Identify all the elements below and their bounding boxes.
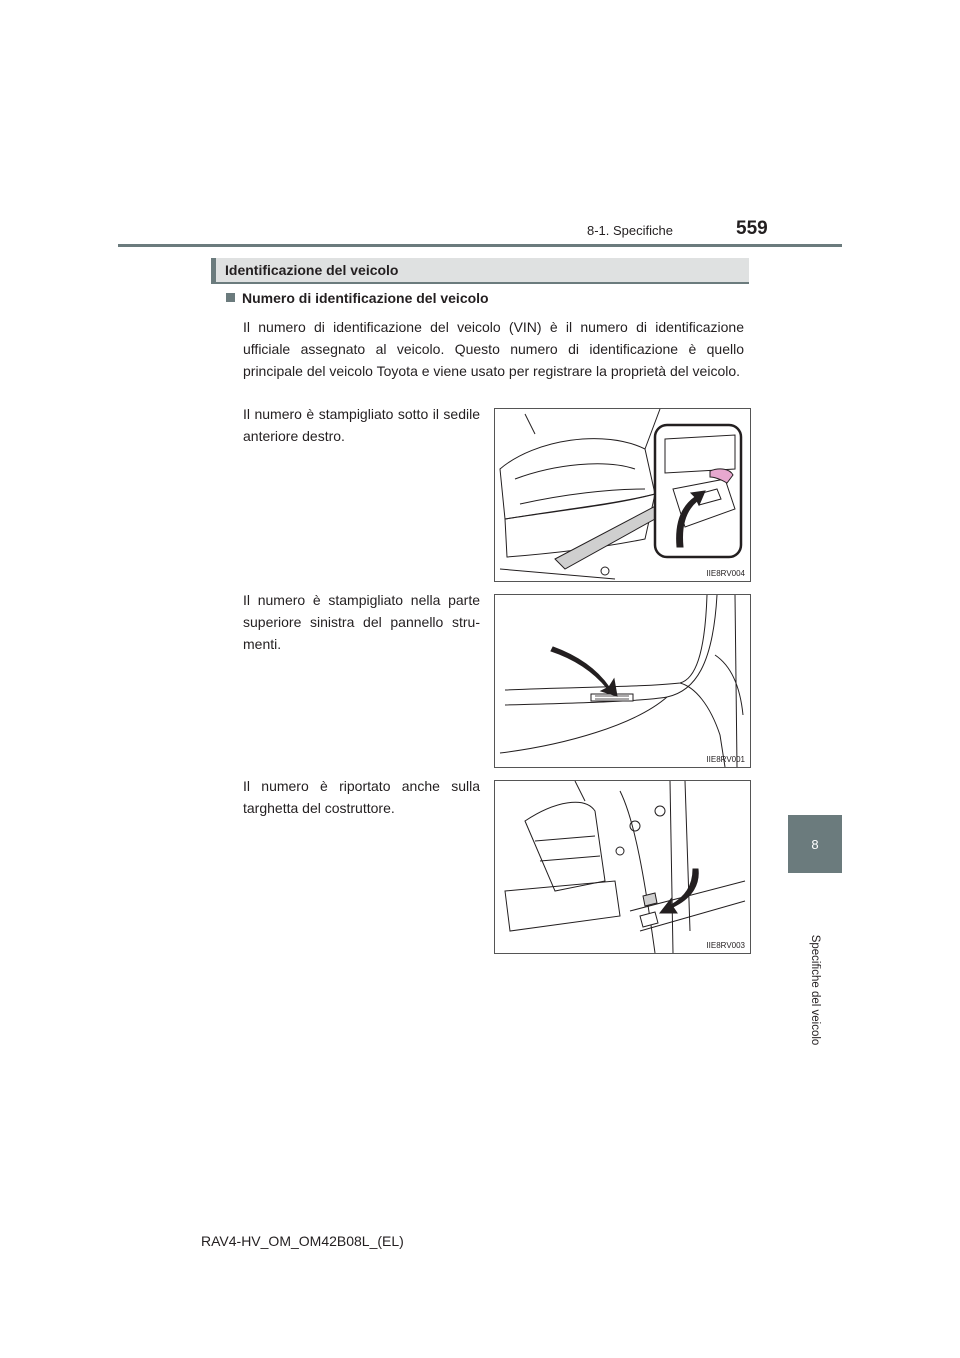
body-paragraph: Il numero di identificazione del veicolo (VIN) è il numero di identificazione ufficiale assegnato al veicolo. Questo numero di identificazione è quello principale del veicolo Toyota e viene usato per registrare la proprietà del veicolo.	[243, 319, 744, 379]
note-instrument-panel: Il numero è stampigliato nella parte superiore sinistra del pannello stru-menti.	[243, 592, 480, 652]
footer-doc-code: RAV4-HV_OM_OM42B08L_(EL)	[201, 1233, 404, 1249]
door-pillar-illustration	[495, 781, 750, 953]
figure-seat-code: IIE8RV004	[706, 569, 745, 578]
page-number: 559	[736, 218, 768, 239]
figure-instrument-panel	[494, 594, 751, 768]
square-bullet-icon	[226, 293, 235, 302]
note-manufacturer-plate: Il numero è riportato anche sulla targhetta del costruttore.	[243, 778, 480, 816]
figure-manufacturer-plate	[494, 780, 751, 954]
subsection-heading	[226, 290, 489, 306]
chapter-number: 8	[811, 836, 819, 852]
figure-instrument-panel-code: IIE8RV001	[706, 755, 745, 764]
header-rule	[118, 244, 842, 247]
note-seat: Il numero è stampigliato sotto il sedile anteriore destro.	[243, 406, 480, 444]
chapter-tab-label: Specifiche del veicolo	[809, 934, 821, 1046]
section-heading-bar	[211, 258, 216, 282]
seat-illustration	[495, 409, 750, 581]
figure-manufacturer-plate-code: IIE8RV003	[706, 941, 745, 950]
section-heading	[211, 258, 749, 284]
header-section: 8-1. Specifiche	[587, 223, 673, 238]
subsection-heading-text: Numero di identificazione del veicolo	[242, 290, 489, 306]
chapter-tab	[788, 815, 842, 873]
section-heading-text: Identificazione del veicolo	[225, 262, 399, 278]
instrument-panel-illustration	[495, 595, 750, 767]
figure-seat	[494, 408, 751, 582]
